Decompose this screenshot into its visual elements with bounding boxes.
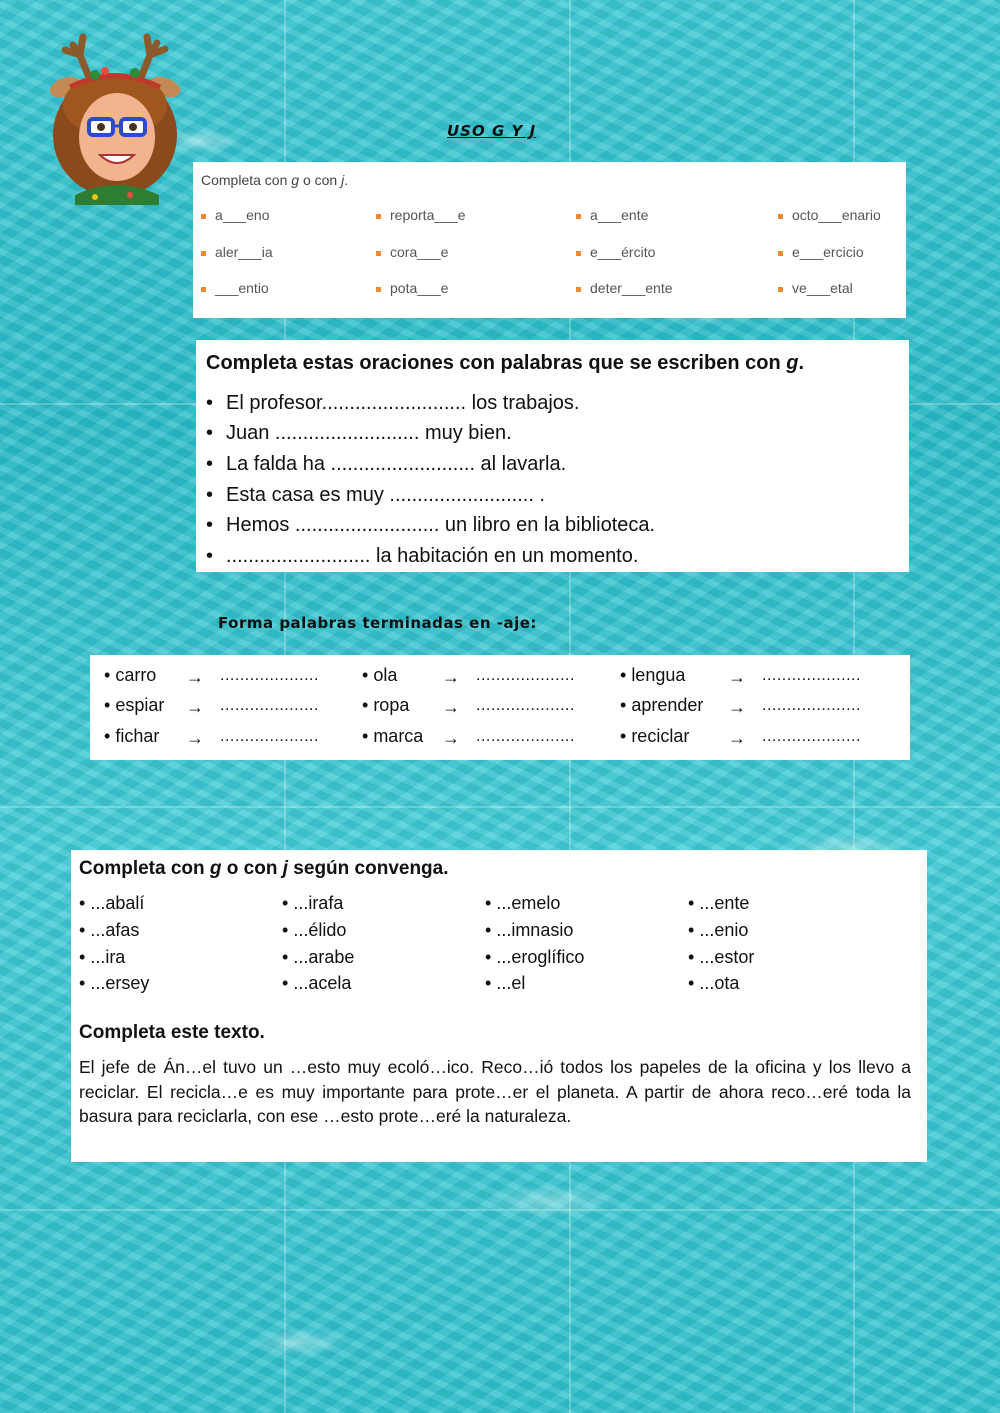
word-item: • reciclar	[620, 726, 690, 746]
sentence-item[interactable]: • .......................... la habitación en un momento.	[206, 545, 639, 567]
arrow-right-icon: →	[728, 697, 746, 717]
exercise-fill-g-or-j	[193, 162, 906, 318]
word-blank[interactable]: • ...élido	[282, 920, 347, 940]
sentence-item[interactable]: • El profesor.......................... los trabajos.	[206, 392, 580, 414]
arrow-right-icon: →	[186, 667, 204, 687]
word-blank[interactable]: • ...abalí	[79, 893, 145, 913]
bullet-square-icon	[778, 214, 783, 219]
word-blank[interactable]: • ...emelo	[485, 893, 561, 913]
word-item: • marca	[362, 726, 424, 746]
word-blank[interactable]: ve___etal	[778, 280, 853, 296]
answer-blank[interactable]: ....................	[220, 697, 319, 714]
sentence-item[interactable]: • Hemos .......................... un libro en la biblioteca.	[206, 514, 656, 536]
exercise-g-or-j-and-text	[71, 850, 927, 1162]
background-seam	[0, 1209, 1000, 1211]
arrow-right-icon: →	[442, 728, 460, 748]
fill-in-paragraph[interactable]: El jefe de Án…el tuvo un …esto muy ecoló…ico. Reco…ió todos los papeles de la oficina y los llevo a reciclar. El recicla…e es muy importante para prote…er el planeta. A partir de ahora reco…eré toda la basura para reciclarla, con ese …esto prote…eré la naturaleza.	[79, 1057, 911, 1126]
bullet-icon: •	[206, 453, 214, 475]
word-blank[interactable]: a___ente	[576, 207, 648, 223]
answer-blank[interactable]: ....................	[476, 728, 575, 745]
sentence-item[interactable]: • Juan .......................... muy bien.	[206, 422, 512, 444]
word-blank[interactable]: ___entio	[201, 280, 269, 296]
word-blank[interactable]: • ...eroglífico	[485, 947, 585, 967]
bullet-square-icon	[778, 251, 783, 256]
arrow-right-icon: →	[728, 728, 746, 748]
word-blank[interactable]: a___eno	[201, 207, 270, 223]
word-item: • ola	[362, 665, 398, 685]
word-item: • carro	[104, 665, 157, 685]
word-blank[interactable]: • ...ota	[688, 973, 740, 993]
arrow-right-icon: →	[442, 697, 460, 717]
bullet-square-icon	[376, 214, 381, 219]
word-blank[interactable]: e___ército	[576, 244, 655, 260]
arrow-right-icon: →	[728, 667, 746, 687]
answer-blank[interactable]: ....................	[762, 728, 861, 745]
word-blank[interactable]: • ...acela	[282, 973, 352, 993]
exercise-heading: Completa con g o con j según convenga.	[79, 858, 449, 879]
word-item: • aprender	[620, 695, 704, 715]
bullet-icon: •	[206, 422, 214, 444]
bullet-square-icon	[376, 287, 381, 292]
word-blank[interactable]: deter___ente	[576, 280, 673, 296]
exercise-words-aje	[90, 655, 910, 760]
bullet-square-icon	[576, 214, 581, 219]
word-blank[interactable]: • ...ira	[79, 947, 126, 967]
word-blank[interactable]: • ...estor	[688, 947, 755, 967]
word-item: • fichar	[104, 726, 160, 746]
word-blank[interactable]: • ...ersey	[79, 973, 150, 993]
sentence-item[interactable]: • Esta casa es muy .......................... .	[206, 484, 545, 506]
word-item: • ropa	[362, 695, 410, 715]
word-blank[interactable]: • ...afas	[79, 920, 140, 940]
word-blank[interactable]: • ...ente	[688, 893, 750, 913]
word-blank[interactable]: aler___ia	[201, 244, 273, 260]
arrow-right-icon: →	[186, 697, 204, 717]
answer-blank[interactable]: ....................	[220, 667, 319, 684]
bullet-square-icon	[778, 287, 783, 292]
word-blank[interactable]: e___ercicio	[778, 244, 864, 260]
word-item: • lengua	[620, 665, 686, 685]
avatar	[35, 25, 195, 205]
word-blank[interactable]: pota___e	[376, 280, 448, 296]
bullet-icon: •	[206, 545, 214, 567]
word-blank[interactable]: cora___e	[376, 244, 448, 260]
exercise-heading-aje: Forma palabras terminadas en -aje:	[218, 614, 537, 632]
word-item: • espiar	[104, 695, 165, 715]
bullet-icon: •	[206, 484, 214, 506]
bullet-square-icon	[576, 287, 581, 292]
word-blank[interactable]: octo___enario	[778, 207, 881, 223]
exercise-heading-text: Completa este texto.	[79, 1022, 265, 1043]
bullet-icon: •	[206, 514, 214, 536]
answer-blank[interactable]: ....................	[762, 697, 861, 714]
word-blank[interactable]: • ...enio	[688, 920, 749, 940]
answer-blank[interactable]: ....................	[476, 667, 575, 684]
answer-blank[interactable]: ....................	[220, 728, 319, 745]
sentence-item[interactable]: • La falda ha .......................... al lavarla.	[206, 453, 567, 475]
word-blank[interactable]: reporta___e	[376, 207, 466, 223]
exercise-sentences-with-g	[196, 340, 909, 572]
page-title: USO G Y J	[447, 122, 537, 140]
word-blank[interactable]: • ...irafa	[282, 893, 344, 913]
exercise-heading: Completa estas oraciones con palabras que se escriben con g.	[206, 352, 804, 374]
bullet-square-icon	[201, 214, 206, 219]
bullet-square-icon	[201, 251, 206, 256]
answer-blank[interactable]: ....................	[476, 697, 575, 714]
bullet-square-icon	[576, 251, 581, 256]
arrow-right-icon: →	[442, 667, 460, 687]
word-blank[interactable]: • ...el	[485, 973, 526, 993]
background-seam	[0, 806, 1000, 808]
exercise-heading: Completa con g o con j.	[201, 172, 349, 188]
bullet-square-icon	[376, 251, 381, 256]
word-blank[interactable]: • ...arabe	[282, 947, 355, 967]
bullet-icon: •	[206, 392, 214, 414]
word-blank[interactable]: • ...imnasio	[485, 920, 574, 940]
bullet-square-icon	[201, 287, 206, 292]
arrow-right-icon: →	[186, 728, 204, 748]
answer-blank[interactable]: ....................	[762, 667, 861, 684]
